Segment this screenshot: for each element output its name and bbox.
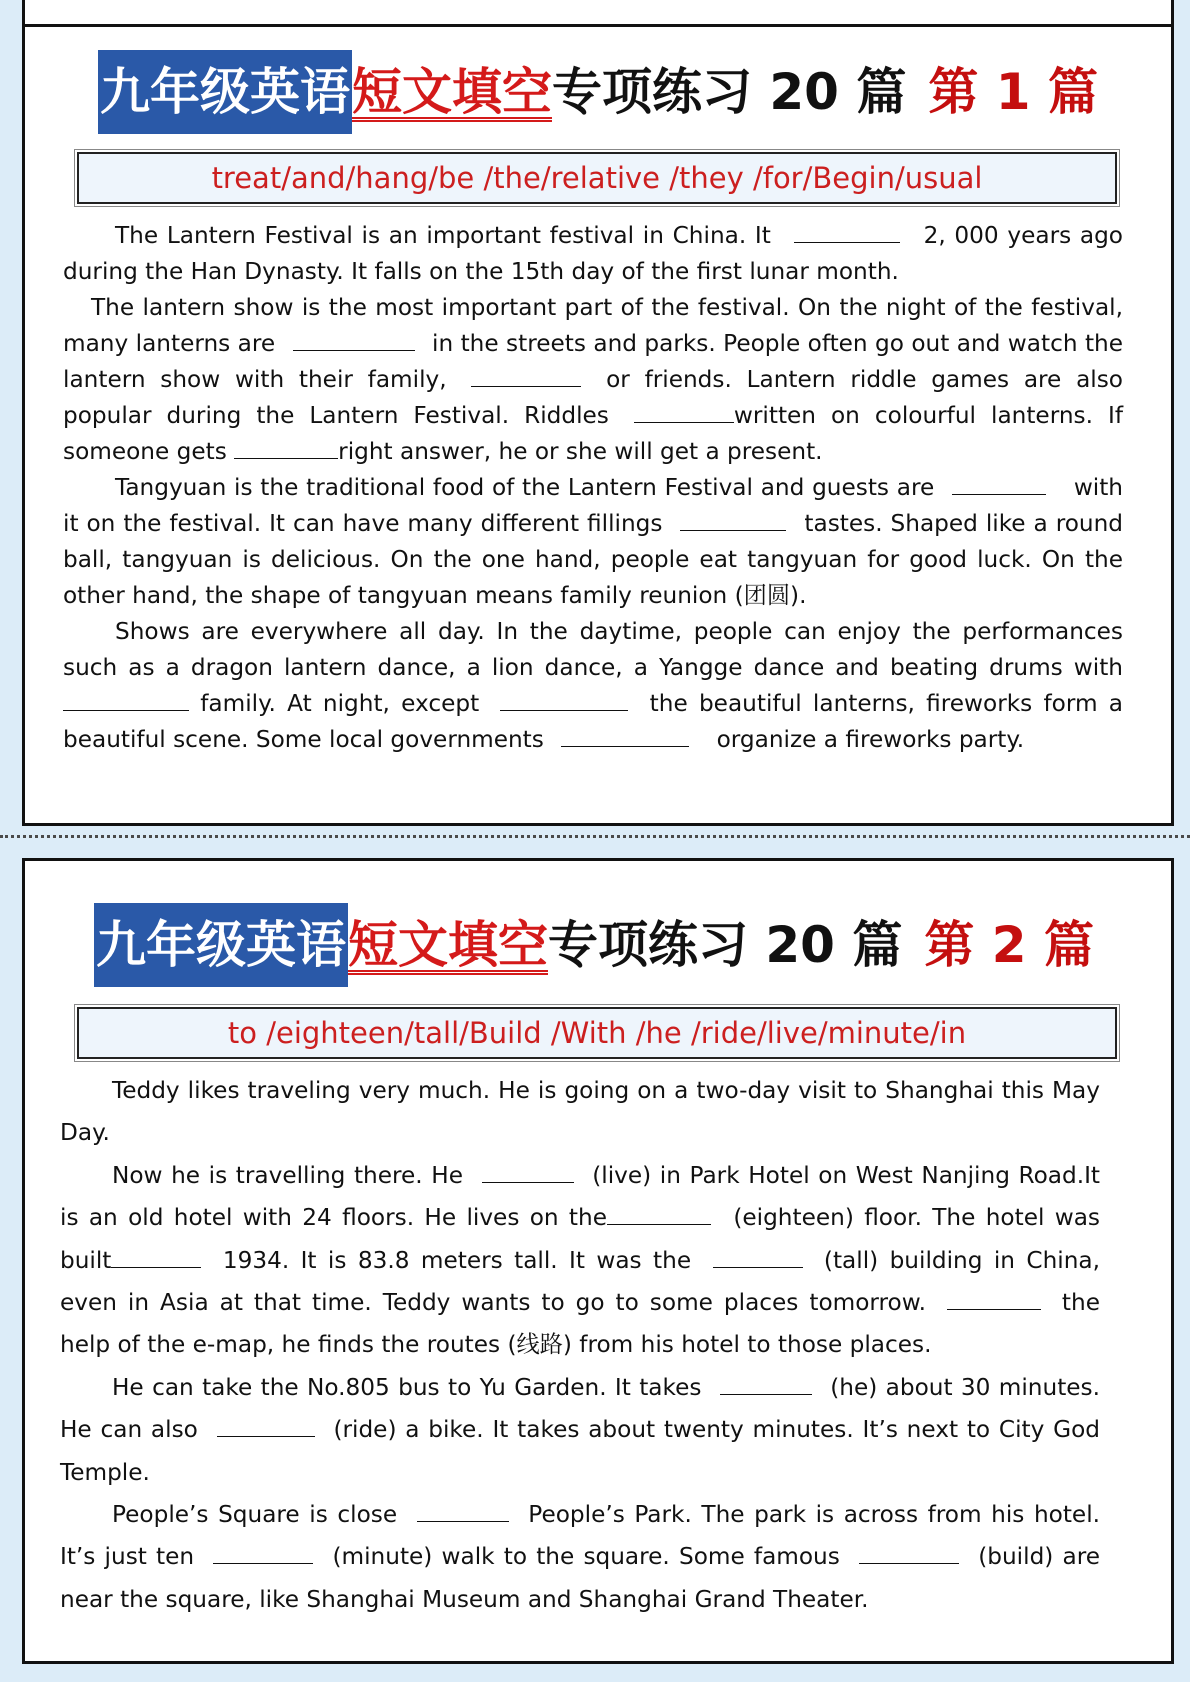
- paragraph: [63, 614, 1123, 758]
- passage-1: [63, 218, 1123, 758]
- text-fragment: (tall) building in China, even in Asia at that time. Teddy wants to go to some places tomorrow.: [60, 1246, 1101, 1317]
- exercise-title-1: [25, 50, 1171, 134]
- answer-blank[interactable]: [217, 1414, 315, 1437]
- section-divider: [0, 835, 1190, 838]
- text-fragment: Shows are everywhere all day. In the daytime, people can enjoy the performances such as a dragon lantern dance, a lion dance, a Yangge dance and beating drums with: [63, 618, 1123, 681]
- answer-blank[interactable]: [794, 220, 900, 243]
- word-bank-2: to /eighteen/tall/Build /With /he /ride/live/minute/in: [77, 1007, 1117, 1059]
- text-fragment: tastes. Shaped like a round ball, tangyuan is delicious. On the one hand, people eat tangyuan for good luck. On the other hand, the shape of tangyuan means family reunion (团圆).: [63, 510, 1124, 609]
- text-fragment: (live) in Park Hotel on West Nanjing Road.It is an old hotel with 24 floors. He lives on the: [60, 1161, 1100, 1232]
- title-series-label: 专项练习 20 篇: [547, 916, 903, 974]
- text-fragment: organize a fireworks party.: [716, 726, 1025, 753]
- text-fragment: 1934. It is 83.8 meters tall. It was the: [222, 1246, 692, 1274]
- answer-blank[interactable]: [947, 1287, 1041, 1310]
- text-fragment: The lantern show is the most important part of the festival. On the night of the festival, many lanterns are: [63, 294, 1123, 357]
- text-fragment: with it on the festival. It can have many different fillings: [63, 474, 1124, 537]
- answer-blank[interactable]: [63, 688, 189, 711]
- text-fragment: (minute) walk to the square. Some famous: [332, 1543, 840, 1571]
- answer-blank[interactable]: [720, 1372, 812, 1395]
- answer-blank[interactable]: [111, 1245, 201, 1268]
- exercise-panel-1: [22, 0, 1174, 826]
- title-type-label: 短文填空: [347, 916, 548, 974]
- answer-blank[interactable]: [561, 724, 689, 747]
- title-number-label: 第 2 篇: [924, 916, 1094, 974]
- text-fragment: written on colourful lanterns. If someone gets: [63, 402, 1123, 465]
- title-grade-label: 九年级英语: [98, 50, 352, 134]
- answer-blank[interactable]: [713, 1245, 803, 1268]
- answer-blank[interactable]: [482, 1160, 574, 1183]
- text-fragment: (he) about 30 minutes. He can also: [60, 1373, 1101, 1444]
- exercise-title-2: [21, 903, 1167, 987]
- paragraph: [60, 1155, 1100, 1367]
- text-fragment: Teddy likes traveling very much. He is going on a two-day visit to Shanghai this May Day.: [60, 1077, 1100, 1147]
- text-fragment: People’s Park. The park is across from his hotel. It’s just ten: [60, 1501, 1101, 1571]
- paragraph: [60, 1070, 1100, 1155]
- text-fragment: He can take the No.805 bus to Yu Garden. It takes: [112, 1373, 702, 1401]
- paragraph: [63, 218, 1123, 290]
- text-fragment: the help of the e-map, he finds the routes (线路) from his hotel to those places.: [60, 1289, 1100, 1359]
- title-type-label: 短文填空: [351, 63, 552, 121]
- word-bank-1: treat/and/hang/be /the/relative /they /for/Begin/usual: [77, 152, 1117, 204]
- text-fragment: (build) are near the square, like Shanghai Museum and Shanghai Grand Theater.: [60, 1543, 1101, 1613]
- answer-blank[interactable]: [234, 436, 338, 459]
- text-fragment: right answer, he or she will get a present.: [338, 438, 823, 465]
- text-fragment: in the streets and parks. People often go out and watch the lantern show with their family,: [63, 330, 1123, 393]
- text-fragment: or friends. Lantern riddle games are also popular during the Lantern Festival. Riddles: [63, 366, 1123, 429]
- text-fragment: family. At night, except: [200, 690, 480, 717]
- answer-blank[interactable]: [213, 1541, 313, 1564]
- title-grade-label: 九年级英语: [94, 903, 348, 987]
- answer-blank[interactable]: [471, 364, 581, 387]
- answer-blank[interactable]: [859, 1541, 959, 1564]
- paragraph: [63, 470, 1123, 614]
- title-number-label: 第 1 篇: [928, 63, 1098, 121]
- text-fragment: (eighteen) floor. The hotel was built: [60, 1204, 1100, 1274]
- answer-blank[interactable]: [952, 472, 1046, 495]
- answer-blank[interactable]: [293, 328, 415, 351]
- paragraph: [60, 1494, 1100, 1621]
- answer-blank[interactable]: [500, 688, 628, 711]
- text-fragment: 2, 000 years ago during the Han Dynasty. It falls on the 15th day of the first lunar month.: [63, 222, 1123, 285]
- answer-blank[interactable]: [607, 1202, 711, 1225]
- text-fragment: (ride) a bike. It takes about twenty minutes. It’s next to City God Temple.: [60, 1416, 1101, 1486]
- title-series-label: 专项练习 20 篇: [551, 63, 907, 121]
- text-fragment: Tangyuan is the traditional food of the Lantern Festival and guests are: [115, 474, 935, 501]
- passage-2: [60, 1070, 1100, 1621]
- text-fragment: The Lantern Festival is an important festival in China. It: [115, 222, 771, 249]
- text-fragment: Now he is travelling there. He: [112, 1161, 463, 1189]
- answer-blank[interactable]: [680, 508, 786, 531]
- answer-blank[interactable]: [634, 400, 734, 423]
- paragraph: [60, 1367, 1100, 1494]
- text-fragment: People’s Square is close: [112, 1501, 398, 1529]
- answer-blank[interactable]: [417, 1499, 509, 1522]
- paragraph: [63, 290, 1123, 470]
- text-fragment: the beautiful lanterns, fireworks form a beautiful scene. Some local governments: [63, 690, 1123, 753]
